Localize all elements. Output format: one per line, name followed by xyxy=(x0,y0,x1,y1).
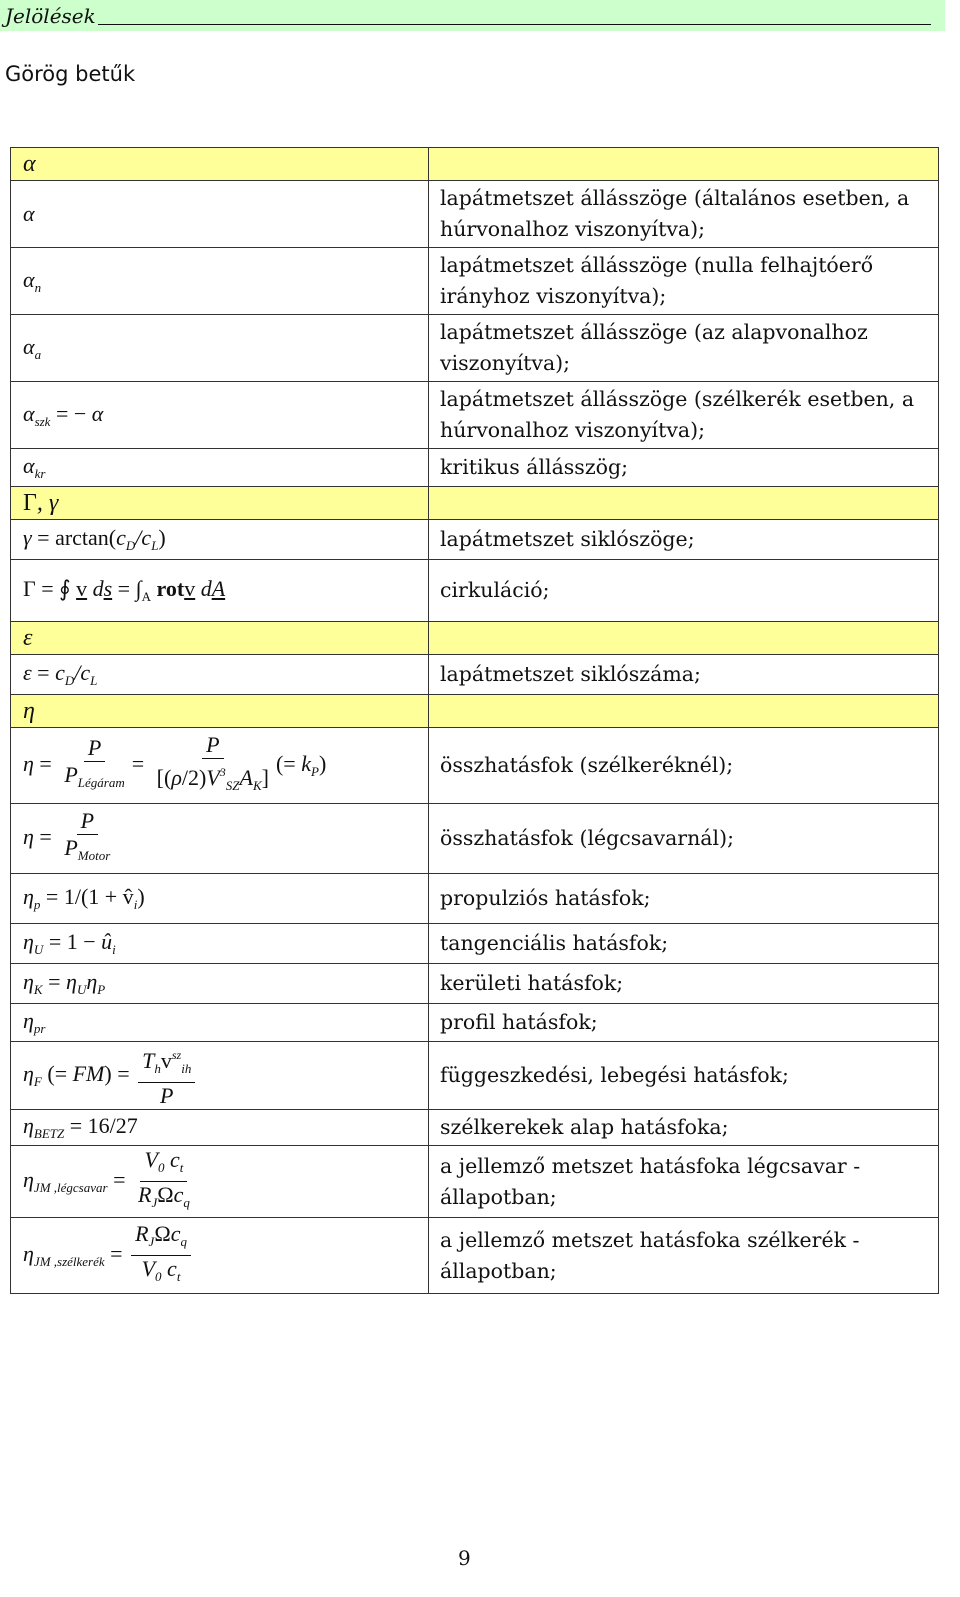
section-title: Görög betűk xyxy=(5,62,136,86)
symbol-cell: $\eta_p = 1/(1$ + $v̂_i$) xyxy=(11,874,429,924)
description-cell: összhatásfok (szélkeréknél); xyxy=(429,728,939,804)
description-cell: a jellemző metszet hatásfoka légcsavar - állapotban; xyxy=(429,1146,939,1218)
description-cell: propulziós hatásfok; xyxy=(429,874,939,924)
symbol-cell: $\eta_{JM ,szélkerék}$ = $\frac{R_J\Omega c_q}{V_0 c_t}$ xyxy=(11,1218,429,1294)
description-cell: lapátmetszet állásszöge (szélkerék esetben, a húrvonalhoz viszonyítva); xyxy=(429,382,939,449)
symbol-cell: $\eta_F$ (= FM) = $\frac{T_hv^{sz}_{ih}}{P}$ xyxy=(11,1042,429,1110)
symbol-cell: η = $\frac{P}{P_{Légáram}}$ = $\frac{P}{[(\rho/2)V^3_{SZ}A_K]}$ (= $k_P$) xyxy=(11,728,429,804)
table-row xyxy=(11,181,939,248)
page-number: 9 xyxy=(458,1546,471,1570)
description-cell: szélkerekek alap hatásfoka; xyxy=(429,1110,939,1146)
table-row xyxy=(11,655,939,695)
description-cell: a jellemző metszet hatásfoka szélkerék - állapotban; xyxy=(429,1218,939,1294)
table-row xyxy=(11,1042,939,1110)
table-row xyxy=(11,315,939,382)
description-cell: kritikus állásszög; xyxy=(429,449,939,487)
header-bar xyxy=(0,0,945,31)
table-row xyxy=(11,924,939,964)
table-row xyxy=(11,728,939,804)
group-row-epsilon xyxy=(11,622,939,655)
table-row xyxy=(11,560,939,622)
description-cell: tangenciális hatásfok; xyxy=(429,924,939,964)
description-cell: lapátmetszet siklószáma; xyxy=(429,655,939,695)
symbol-cell: $\eta_{JM ,légcsavar}$ = $\frac{V_0 c_t}{R_J\Omega c_q}$ xyxy=(11,1146,429,1218)
table-row xyxy=(11,248,939,315)
description-cell: lapátmetszet állásszöge (az alapvonalhoz viszonyítva); xyxy=(429,315,939,382)
table-row xyxy=(11,1218,939,1294)
notation-table xyxy=(10,147,939,1294)
description-cell: lapátmetszet siklószöge; xyxy=(429,520,939,560)
description-cell: függeszkedési, lebegési hatásfok; xyxy=(429,1042,939,1110)
description-cell: profil hatásfok; xyxy=(429,1004,939,1042)
symbol-cell: $\varepsilon = c_D/c_L$ xyxy=(11,655,429,695)
table-row xyxy=(11,449,939,487)
description-cell: kerületi hatásfok; xyxy=(429,964,939,1004)
table-row xyxy=(11,382,939,449)
header-rule xyxy=(98,24,931,25)
group-row-gamma xyxy=(11,487,939,520)
table-row xyxy=(11,520,939,560)
table-row xyxy=(11,1004,939,1042)
table-row xyxy=(11,964,939,1004)
symbol-cell: $\alpha_a$ xyxy=(11,315,429,382)
group-symbol-alpha: α xyxy=(11,148,429,181)
symbol-cell: $\eta_{BETZ} = 16/27$ xyxy=(11,1110,429,1146)
symbol-cell: $\gamma = \arctan(c_D/c_L)$ xyxy=(11,520,429,560)
group-symbol-eta: η xyxy=(11,695,429,728)
group-row-alpha xyxy=(11,148,939,181)
description-cell: lapátmetszet állásszöge (nulla felhajtóerő irányhoz viszonyítva); xyxy=(429,248,939,315)
description-cell: cirkuláció; xyxy=(429,560,939,622)
symbol-cell: Γ = ∮ v ds = $\int_A$ rotv dA xyxy=(11,560,429,622)
table-row xyxy=(11,874,939,924)
group-row-eta xyxy=(11,695,939,728)
group-symbol-epsilon: ε xyxy=(11,622,429,655)
table-row xyxy=(11,804,939,874)
symbol-cell: $\eta_K = \eta_U\eta_P$ xyxy=(11,964,429,1004)
symbol-cell: $\alpha_n$ xyxy=(11,248,429,315)
symbol-cell: $\alpha_{szk}$ = − α xyxy=(11,382,429,449)
table-row xyxy=(11,1146,939,1218)
symbol-cell: α xyxy=(11,181,429,248)
header-title: Jelölések xyxy=(5,4,96,28)
description-cell: lapátmetszet állásszöge (általános esetben, a húrvonalhoz viszonyítva); xyxy=(429,181,939,248)
symbol-cell: $\eta_{pr}$ xyxy=(11,1004,429,1042)
table-row xyxy=(11,1110,939,1146)
symbol-cell: $\eta_U = 1$ − $û_i$ xyxy=(11,924,429,964)
symbol-cell: η = $\frac{P}{P_{Motor}}$ xyxy=(11,804,429,874)
group-symbol-gamma: Γ, γ xyxy=(11,487,429,520)
description-cell: összhatásfok (légcsavarnál); xyxy=(429,804,939,874)
symbol-cell: $\alpha_{kr}$ xyxy=(11,449,429,487)
